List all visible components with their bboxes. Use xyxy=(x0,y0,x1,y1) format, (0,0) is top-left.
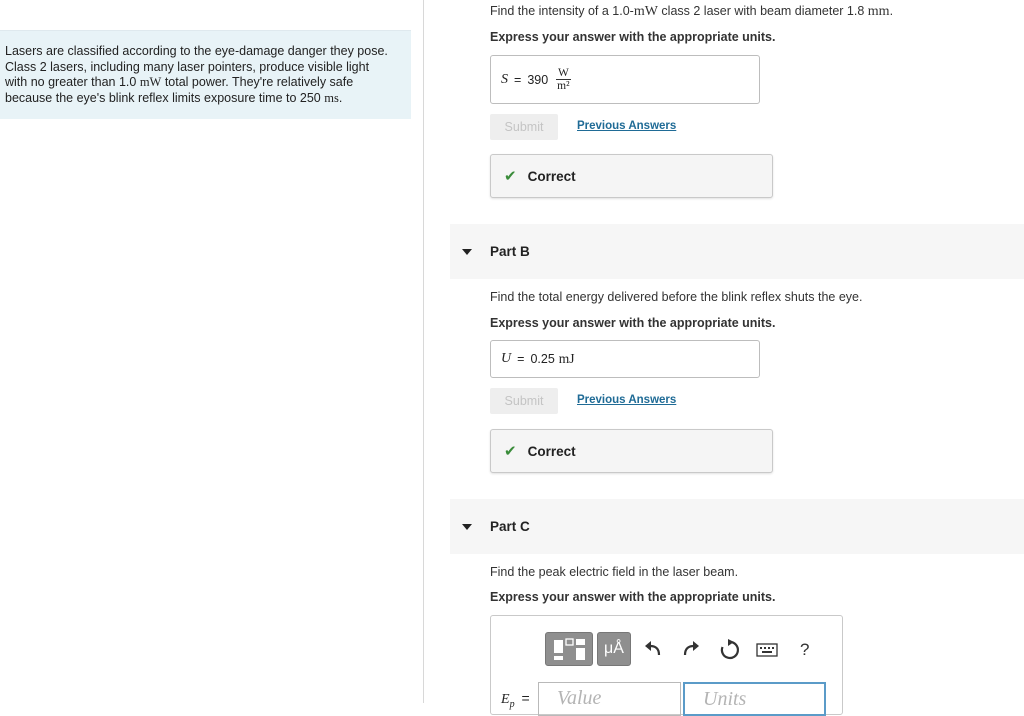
variable-letter: E xyxy=(501,692,510,707)
undo-icon[interactable] xyxy=(643,640,663,658)
equals-sign: = xyxy=(521,690,530,706)
prompt-text: Find the intensity of a 1.0- xyxy=(490,4,634,18)
intro-text: total power. They're relatively safe xyxy=(161,75,354,90)
intro-unit-mw: mW xyxy=(139,75,162,90)
units-input[interactable]: Units xyxy=(683,682,826,716)
part-a-submit-button[interactable]: Submit xyxy=(490,114,558,140)
part-b-answer-field[interactable] xyxy=(490,340,760,378)
problem-intro-pane xyxy=(0,0,424,703)
intro-line-2: Class 2 lasers, including many laser pointers, produce visible light xyxy=(5,59,370,74)
prompt-unit-mw: mW xyxy=(633,4,658,19)
part-a-instruction: Express your answer with the appropriate units. xyxy=(490,30,776,44)
answer-variable: U xyxy=(501,351,512,366)
units-button[interactable] xyxy=(597,632,631,666)
part-a-previous-answers-link[interactable]: Previous Answers xyxy=(577,120,677,132)
intro-text: with no greater than 1.0 xyxy=(5,75,140,90)
part-b-title: Part B xyxy=(490,244,530,259)
answer-value: 0.25 xyxy=(530,352,555,366)
checkmark-icon: ✔ xyxy=(504,443,517,460)
part-b-instruction: Express your answer with the appropriate units. xyxy=(490,316,776,330)
part-b-feedback xyxy=(490,429,773,473)
part-a-answer-field[interactable] xyxy=(490,55,760,104)
part-a-feedback xyxy=(490,154,773,198)
part-c-prompt: Find the peak electric field in the laser beam. xyxy=(490,565,739,579)
part-c-instruction: Express your answer with the appropriate units. xyxy=(490,590,776,604)
part-c-answer-panel xyxy=(490,615,843,715)
part-c-header[interactable] xyxy=(450,499,1024,554)
part-b-submit-button[interactable]: Submit xyxy=(490,388,558,414)
feedback-label: Correct xyxy=(527,168,576,184)
caret-down-icon xyxy=(462,524,472,530)
part-b-previous-answers-link[interactable]: Previous Answers xyxy=(577,394,677,406)
caret-down-icon xyxy=(462,249,472,255)
intro-text: because the eye's blink reflex limits exposure time to 250 xyxy=(5,90,325,105)
intro-text: . xyxy=(338,90,343,105)
intro-line-1: Lasers are classified according to the eye-damage danger they pose. xyxy=(5,44,388,58)
answer-variable xyxy=(501,690,530,710)
variable-subscript: p xyxy=(509,698,515,710)
help-icon[interactable]: ? xyxy=(800,640,810,659)
part-b-header[interactable] xyxy=(450,224,1024,279)
checkmark-icon: ✔ xyxy=(504,168,517,185)
templates-button[interactable] xyxy=(545,632,593,666)
intro-unit-ms: ms xyxy=(324,90,339,105)
unit-denominator: m² xyxy=(557,80,570,92)
part-c-title: Part C xyxy=(490,519,530,534)
question-pane xyxy=(425,0,1024,710)
intro-line-4 xyxy=(5,91,406,107)
prompt-unit-mm: mm xyxy=(867,4,890,19)
units-icon: μÅ xyxy=(604,640,624,657)
feedback-label: Correct xyxy=(527,443,576,459)
part-b-prompt: Find the total energy delivered before the blink reflex shuts the eye. xyxy=(490,290,863,304)
part-a-prompt xyxy=(490,4,893,20)
answer-unit: mJ xyxy=(558,351,575,366)
keyboard-icon[interactable] xyxy=(756,643,778,657)
problem-intro xyxy=(0,30,411,119)
value-input[interactable]: Value xyxy=(538,682,681,716)
prompt-text: class 2 laser with beam diameter 1.8 xyxy=(657,4,868,18)
prompt-text: . xyxy=(889,4,894,18)
unit-numerator: W xyxy=(557,67,569,79)
equals-sign: = xyxy=(514,72,522,87)
answer-value: 390 xyxy=(527,72,549,87)
intro-line-3 xyxy=(5,75,406,91)
answer-unit-fraction xyxy=(555,67,571,92)
answer-variable: S xyxy=(501,71,508,87)
reset-icon[interactable] xyxy=(719,639,741,661)
templates-icon xyxy=(546,633,594,667)
redo-icon[interactable] xyxy=(681,640,701,658)
equals-sign: = xyxy=(517,352,525,366)
